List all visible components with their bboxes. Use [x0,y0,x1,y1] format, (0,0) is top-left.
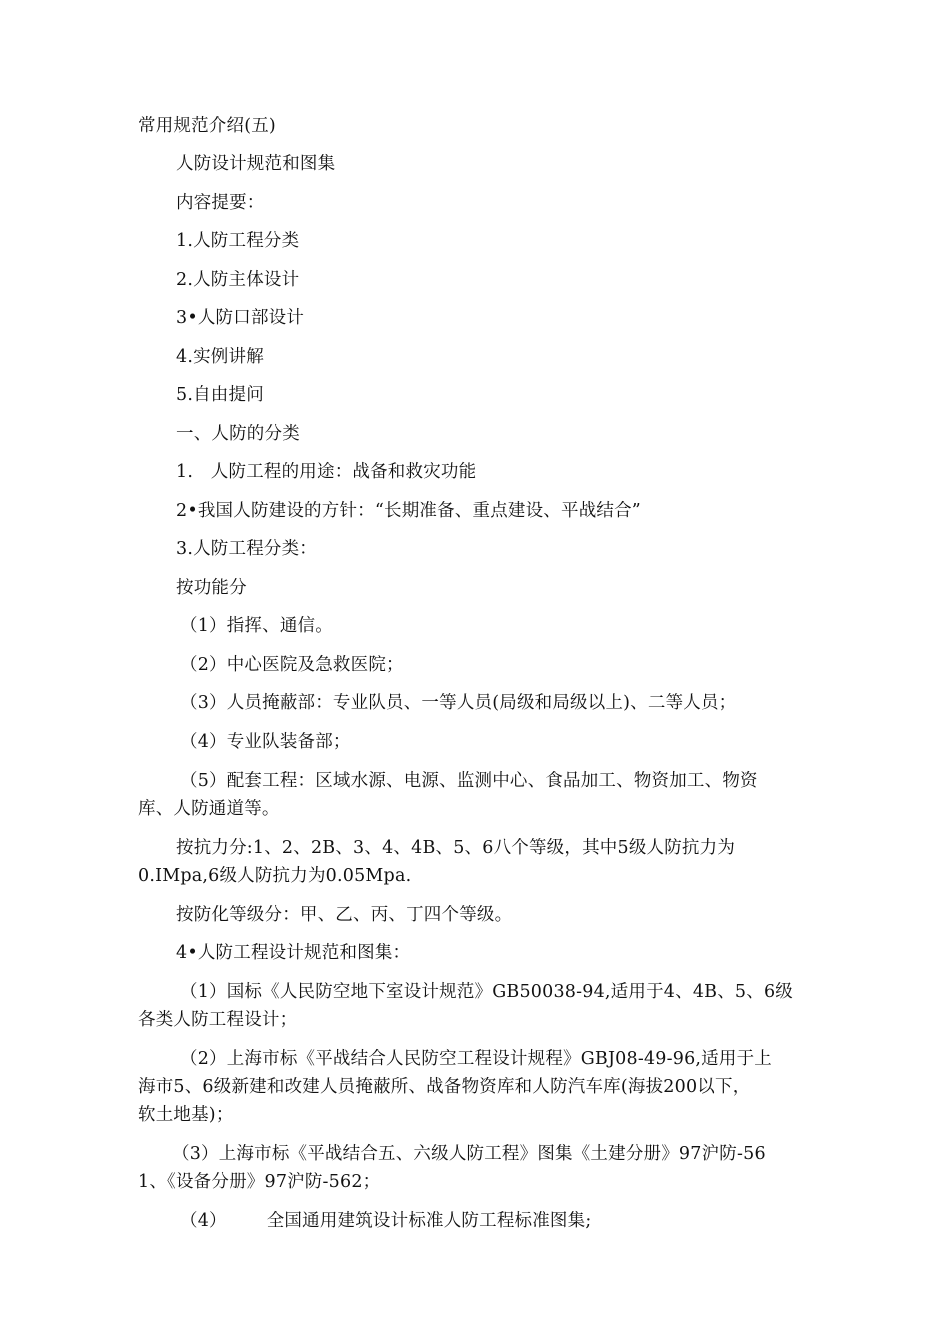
toc-item: 4.实例讲解 [176,347,264,367]
list-item: （5）配套工程：区域水源、电源、监测中心、食品加工、物资加工、物资 [180,771,758,791]
list-item: （3）人员掩蔽部：专业队员、一等人员(局级和局级以上)、二等人员； [180,693,737,713]
paragraph: 按抗力分:1、2、2B、3、4、4B、5、6八个等级，其中5级人防抗力为 [176,838,736,858]
paragraph: 按防化等级分：甲、乙、丙、丁四个等级。 [176,905,513,925]
toc-item: 1.人防工程分类 [176,231,300,251]
spec-item-continuation: 1、《设备分册》97沪防-562； [138,1172,381,1192]
spec-item-label: （4） [180,1211,227,1231]
section-heading: 一、人防的分类 [176,424,300,444]
summary-heading: 内容提要： [176,193,265,213]
list-item: （1）指挥、通信。 [180,616,333,636]
toc-item: 5.自由提问 [176,385,264,405]
spec-item-continuation: 软土地基)； [138,1105,234,1125]
list-item-continuation: 库、人防通道等。 [138,799,280,819]
spec-item-continuation: 海市5、6级新建和改建人员掩蔽所、战备物资库和人防汽车库(海拔200以下， [138,1077,751,1097]
document-subtitle: 人防设计规范和图集 [176,154,336,174]
paragraph: 2•我国人防建设的方针：“长期准备、重点建设、平战结合” [176,501,641,521]
spec-item: （1）国标《人民防空地下室设计规范》GB50038-94,适用于4、4B、5、6级 [180,982,793,1002]
list-item: （2）中心医院及急救医院； [180,655,404,675]
paragraph: 4•人防工程设计规范和图集： [176,943,411,963]
paragraph-continuation: 0.IMpa,6级人防抗力为0.05Mpa. [138,866,412,886]
paragraph: 按功能分 [176,578,247,598]
toc-item: 3•人防口部设计 [176,308,305,328]
spec-item: （2）上海市标《平战结合人民防空工程设计规程》GBJ08-49-96,适用于上 [180,1049,772,1069]
spec-item-text: 全国通用建筑设计标准人防工程标准图集; [266,1211,592,1231]
list-item: （4）专业队装备部； [180,732,351,752]
spec-item-continuation: 各类人防工程设计； [138,1010,298,1030]
spec-item [180,1209,591,1233]
document-title: 常用规范介绍(五) [138,116,276,136]
spec-item: （3）上海市标《平战结合五、六级人防工程》图集《土建分册》97沪防-56 [172,1144,766,1164]
paragraph: 1. 人防工程的用途：战备和救灾功能 [176,462,477,482]
toc-item: 2.人防主体设计 [176,270,300,290]
paragraph: 3.人防工程分类： [176,539,317,559]
